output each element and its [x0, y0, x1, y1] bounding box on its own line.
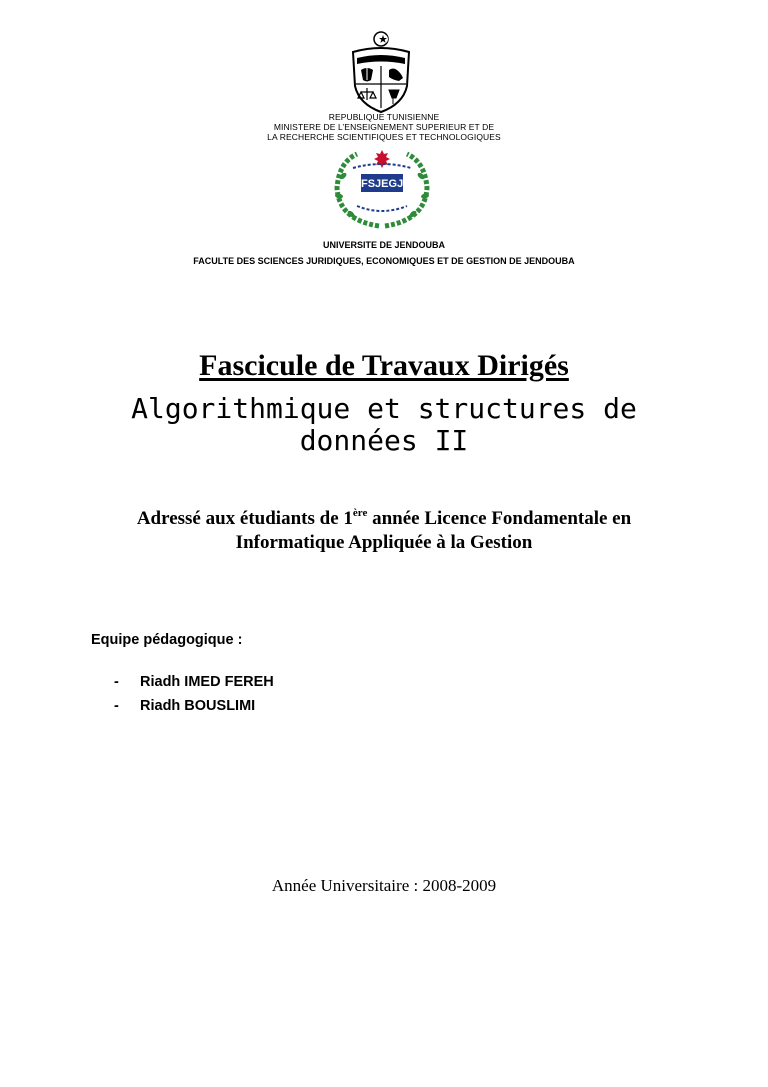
- list-bullet: -: [114, 698, 119, 714]
- member-name: Riadh BOUSLIMI: [140, 698, 256, 714]
- republic-heading: REPUBLIQUE TUNISIENNE: [328, 112, 440, 122]
- team-member: [114, 698, 255, 714]
- audience-text-start: Adressé aux étudiants de 1: [136, 508, 353, 529]
- faculty-logo-label: FSJEGJ: [361, 178, 404, 190]
- university-name: UNIVERSITE DE JENDOUBA: [322, 240, 446, 250]
- document-title: Fascicule de Travaux Dirigés: [199, 349, 569, 382]
- audience-line-2: Informatique Appliquée à la Gestion: [235, 532, 533, 553]
- audience-superscript: ère: [352, 507, 368, 519]
- audience-line-1: [0, 507, 768, 531]
- faculty-name: FACULTE DES SCIENCES JURIDIQUES, ECONOMIQUES ET DE GESTION DE JENDOUBA: [193, 256, 575, 266]
- coat-of-arms-logo: [345, 30, 417, 116]
- document-subtitle-line-1: Algorithmique et structures de: [131, 392, 637, 425]
- team-member: [114, 674, 274, 690]
- audience-text-end: année Licence Fondamentale en: [367, 508, 632, 529]
- ministry-line-1: MINISTERE DE L’ENSEIGNEMENT SUPERIEUR ET DE: [273, 122, 495, 132]
- document-subtitle-line-2: données II: [299, 424, 469, 457]
- ministry-line-2: LA RECHERCHE SCIENTIFIQUES ET TECHNOLOGIQUES: [267, 132, 501, 142]
- team-label: Equipe pédagogique :: [91, 632, 243, 648]
- member-name: Riadh IMED FEREH: [140, 674, 274, 690]
- academic-year: Année Universitaire : 2008-2009: [271, 876, 497, 895]
- list-bullet: -: [114, 674, 119, 690]
